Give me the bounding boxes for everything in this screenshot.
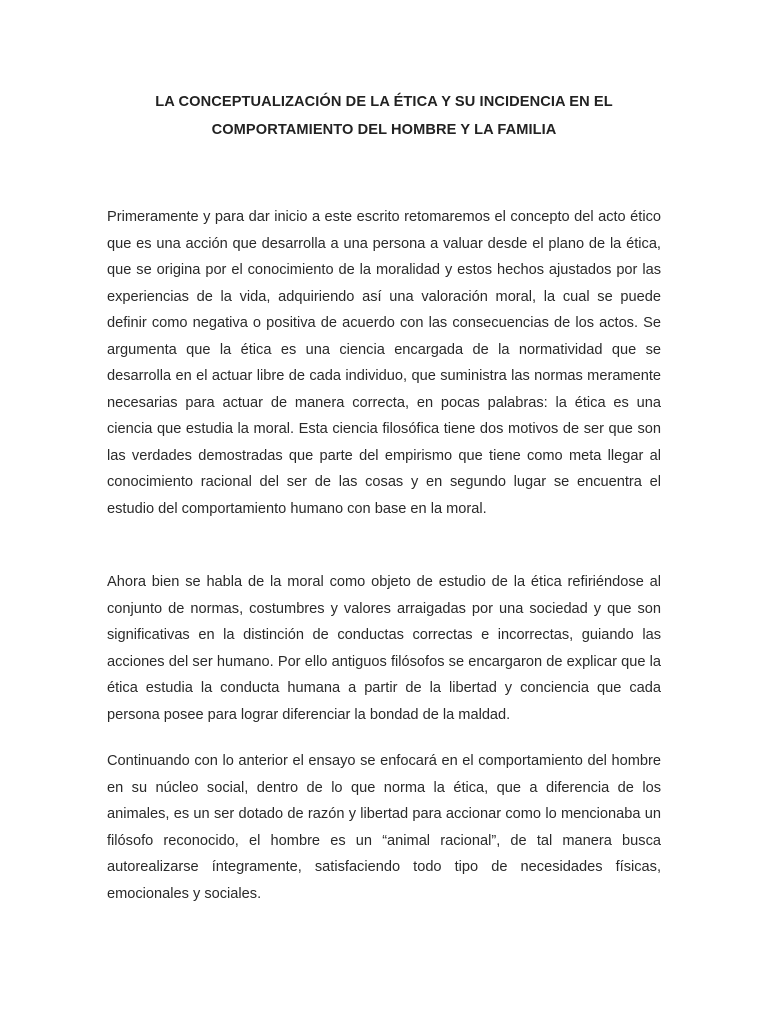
paragraph-2: Ahora bien se habla de la moral como objeto de estudio de la ética refiriéndose al conjunto de normas, costumbres y valores arraigadas por una sociedad y que son significativas en la distinción de conductas correctas e incorrectas, guiando las acciones del ser humano. Por ello antiguos filósofos se encargaron de explicar que la ética estudia la conducta humana a partir de la libertad y conciencia que cada persona posee para lograr diferenciar la bondad de la maldad. bbox=[107, 574, 661, 723]
title-line-1: LA CONCEPTUALIZACIÓN DE LA ÉTICA Y SU INCIDENCIA EN EL bbox=[155, 94, 613, 110]
paragraph-3: Continuando con lo anterior el ensayo se enfocará en el comportamiento del hombre en su núcleo social, dentro de lo que norma la ética, que a diferencia de los animales, es un ser dotado de razón y libertad para accionar como lo mencionaba un filósofo reconocido, el hombre es un “animal racional”, de tal manera busca autorealizarse íntegramente, satisfaciendo todo tipo de necesidades físicas, emocionales y sociales. bbox=[107, 753, 661, 902]
paragraph-1: Primeramente y para dar inicio a este escrito retomaremos el concepto del acto ético que es una acción que desarrolla a una persona a valuar desde el plano de la ética, que se origina por el conocimiento de la moralidad y estos hechos ajustados por las experiencias de la vida, adquiriendo así una valoración moral, la cual se puede definir como negativa o positiva de acuerdo con las consecuencias de los actos. Se argumenta que la ética es una ciencia encargada de la normatividad que se desarrolla en el actuar libre de cada individuo, que suministra las normas meramente necesarias para actuar de manera correcta, en pocas palabras: la ética es una ciencia que estudia la moral. Esta ciencia filosófica tiene dos motivos de ser que son las verdades demostradas que parte del empirismo que tiene como meta llegar al conocimiento racional del ser de las cosas y en segundo lugar se encuentra el estudio del comportamiento humano con base en la moral. bbox=[107, 209, 661, 518]
title-line-2: COMPORTAMIENTO DEL HOMBRE Y LA FAMILIA bbox=[211, 122, 557, 138]
document-title bbox=[107, 88, 661, 144]
